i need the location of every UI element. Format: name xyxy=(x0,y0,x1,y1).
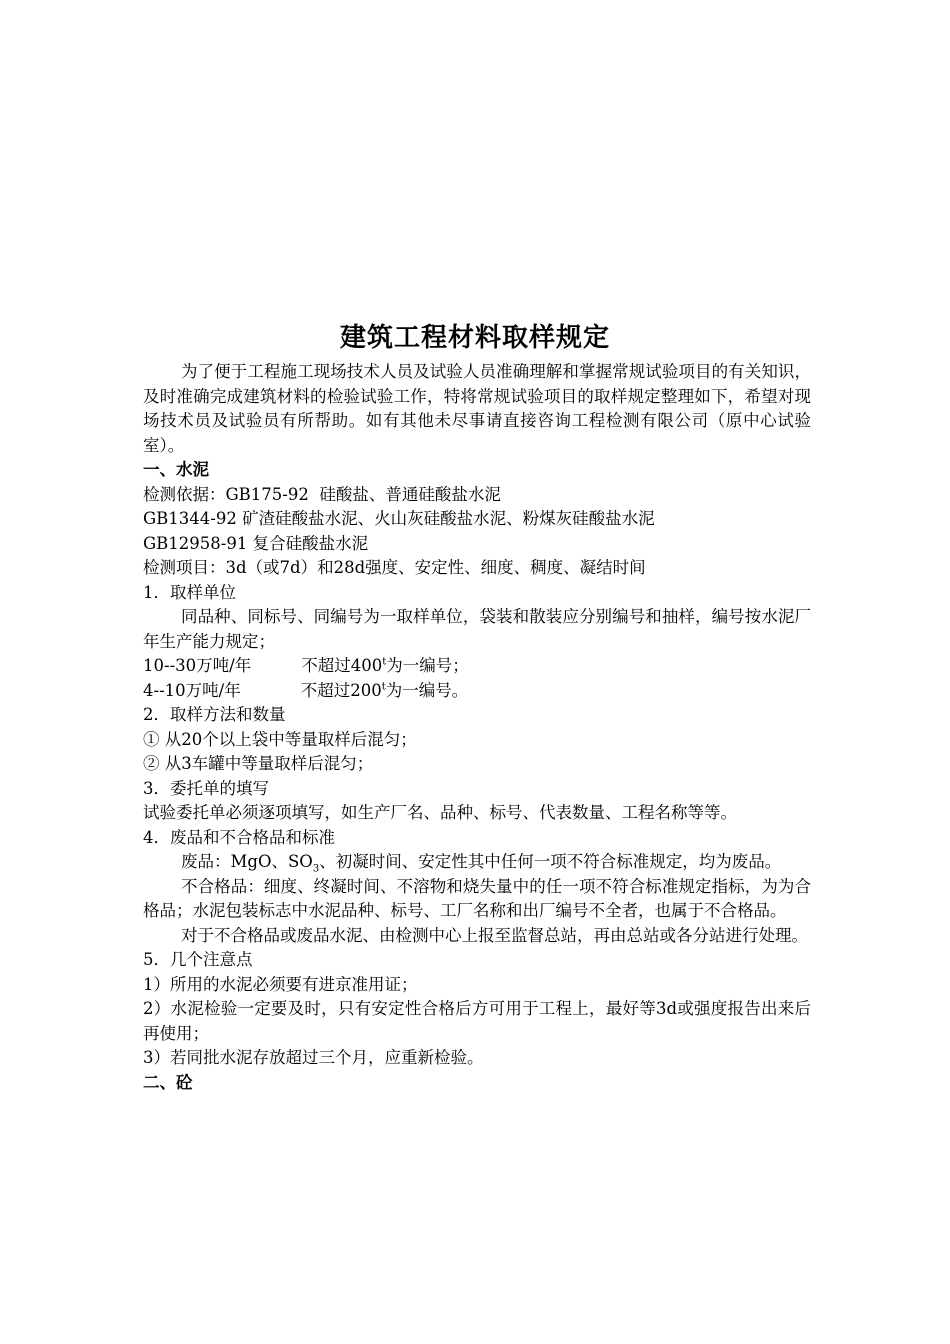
test-basis-line-2: GB1344-92 矿渣硅酸盐水泥、火山灰硅酸盐水泥、粉煤灰硅酸盐水泥 xyxy=(143,509,655,528)
document-title: 建筑工程材料取样规定 xyxy=(339,323,610,353)
test-basis-line-3: GB12958-91 复合硅酸盐水泥 xyxy=(143,533,369,553)
subheading-sampling-unit: 1．取样单位 xyxy=(143,582,236,602)
section-heading-concrete: 二、砼 xyxy=(143,1072,193,1092)
test-basis-line-1: 检测依据：GB175-92 硅酸盐、普通硅酸盐水泥 xyxy=(143,484,501,504)
note-3: 3）若同批水泥存放超过三个月，应重新检验。 xyxy=(143,1048,484,1067)
capacity-rule-2: 不超过200$^t$为一编号。 xyxy=(300,680,469,700)
note-1: 1）所用的水泥必须要有进京准用证； xyxy=(143,974,418,994)
capacity-row-1 xyxy=(143,654,811,679)
subheading-waste-standard: 4．废品和不合格品和标准 xyxy=(143,827,335,847)
subheading-notes: 5．几个注意点 xyxy=(143,950,253,969)
sampling-method-1: ① 从20个以上袋中等量取样后混匀； xyxy=(143,729,417,749)
document-body xyxy=(143,360,811,1095)
sampling-method-2: ② 从3车罐中等量取样后混匀； xyxy=(143,754,374,773)
commission-form-paragraph: 试验委托单必须逐项填写，如生产厂名、品种、标号、代表数量、工程名称等等。 xyxy=(143,803,737,822)
test-items-line: 检测项目：3d（或7d）和28d强度、安定性、细度、稠度、凝结时间 xyxy=(143,558,646,577)
capacity-row-2 xyxy=(143,679,811,704)
subheading-commission-form: 3．委托单的填写 xyxy=(143,778,269,798)
capacity-rule-1: 不超过400$^t$为一编号； xyxy=(301,656,469,675)
unqualified-paragraph: 不合格品：细度、终凝时间、不溶物和烧失量中的任一项不符合标准规定指标，为为合格品；水泥包装标志中水泥品种、标号、工厂名称和出厂编号不全者，也属于不合格品。 xyxy=(143,876,811,920)
handling-paragraph: 对于不合格品或废品水泥、由检测中心上报至监督总站，再由总站或各分站进行处理。 xyxy=(181,925,808,945)
subheading-sampling-method: 2．取样方法和数量 xyxy=(143,705,286,724)
sampling-unit-paragraph: 同品种、同标号、同编号为一取样单位，袋装和散装应分别编号和抽样，编号按水泥厂年生产能力规定； xyxy=(143,607,811,651)
waste-paragraph: 废品：MgO、$SO_3$、初凝时间、安定性其中任何一项不符合标准规定，均为废品。 xyxy=(181,852,782,875)
capacity-range-2: 4--10万吨/年 xyxy=(143,680,241,700)
intro-paragraph: 为了便于工程施工现场技术人员及试验人员准确理解和掌握常规试验项目的有关知识，及时准确完成建筑材料的检验试验工作，特将常规试验项目的取样规定整理如下，希望对现场技术员及试验员有所帮助。如有其他未尽事请直接咨询工程检测有限公司（原中心试验室）。 xyxy=(143,362,811,455)
section-heading-cement: 一、水泥 xyxy=(143,460,209,479)
capacity-range-1: 10--30万吨/年 xyxy=(143,656,252,675)
note-2: 2）水泥检验一定要及时，只有安定性合格后方可用于工程上，最好等3d或强度报告出来后再使用； xyxy=(143,999,811,1043)
